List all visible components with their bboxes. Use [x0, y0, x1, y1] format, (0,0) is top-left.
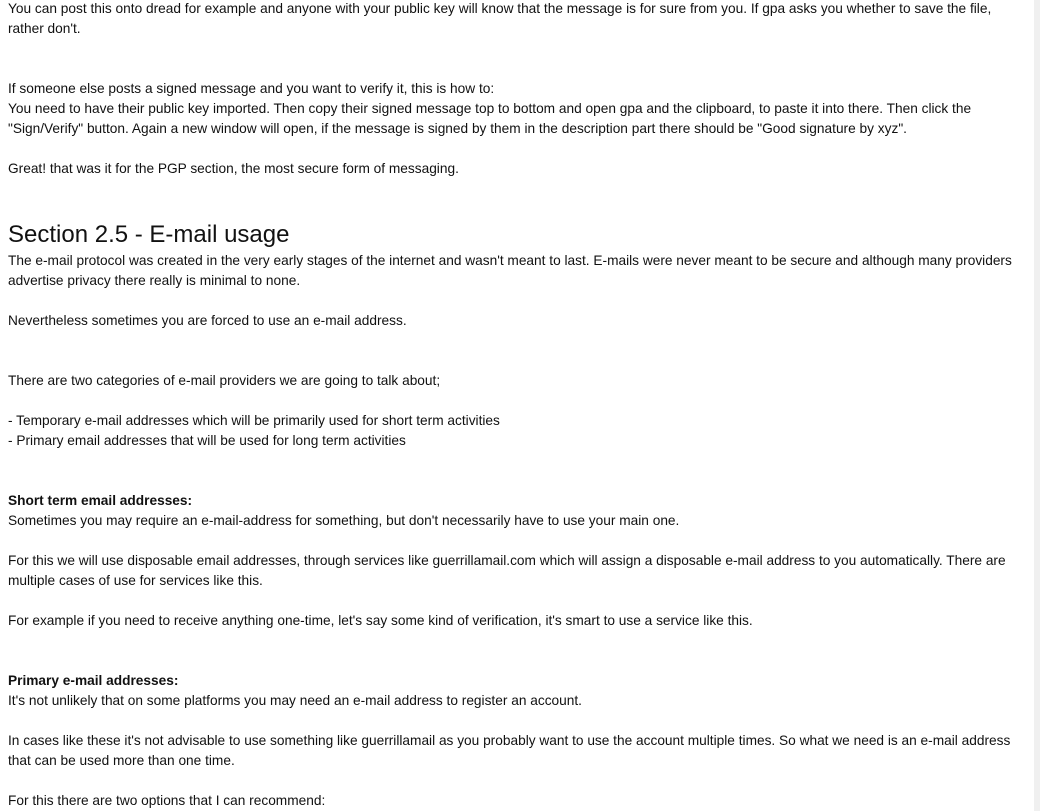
subheading-short-term: Short term email addresses:: [8, 493, 193, 508]
spacer: [8, 451, 1030, 491]
paragraph-short-term-need: Sometimes you may require an e-mail-address for something, but don't necessarily have to use your main one.: [8, 513, 680, 528]
paragraph-post-signed: You can post this onto dread for example and anyone with your public key will know that the message is for sure from you. If gpa asks you whether to save the file, rather don't.: [8, 1, 992, 36]
spacer: [8, 139, 1030, 159]
spacer: [8, 291, 1030, 311]
paragraph-register-account: It's not unlikely that on some platforms you may need an e-mail address to register an account.: [8, 693, 582, 708]
paragraph-email-protocol: The e-mail protocol was created in the very early stages of the internet and wasn't meant to last. E-mails were never meant to be secure and although many providers advertise privacy there really is minimal to none.: [8, 253, 1012, 288]
scrollbar-track[interactable]: [1034, 0, 1040, 811]
paragraph-two-categories: There are two categories of e-mail providers we are going to talk about;: [8, 373, 441, 388]
spacer: [8, 591, 1030, 611]
spacer: [8, 771, 1030, 791]
document-body: [8, 0, 1030, 811]
spacer: [8, 631, 1030, 671]
spacer: [8, 39, 1030, 79]
paragraph-one-time: For example if you need to receive anything one-time, let's say some kind of verification, it's smart to use a service like this.: [8, 613, 753, 628]
paragraph-disposable: For this we will use disposable email addresses, through services like guerrillamail.com which will assign a disposable e-mail address to you automatically. There are multiple cases of use for services like this.: [8, 553, 1006, 588]
spacer: [8, 331, 1030, 371]
list-item-temporary: - Temporary e-mail addresses which will be primarily used for short term activities: [8, 413, 500, 428]
paragraph-forced-email: Nevertheless sometimes you are forced to use an e-mail address.: [8, 313, 407, 328]
paragraph-not-advisable: In cases like these it's not advisable to use something like guerrillamail as you probably want to use the account multiple times. So what we need is an e-mail address that can be used more than one time.: [8, 733, 1011, 768]
spacer: [8, 711, 1030, 731]
paragraph-pgp-done: Great! that was it for the PGP section, the most secure form of messaging.: [8, 161, 459, 176]
paragraph-verify-steps: You need to have their public key imported. Then copy their signed message top to bottom and open gpa and the clipboard, to paste it into there. Then click the "Sign/Verify" button. Again a new window will open, if the message is signed by them in the description part there should be "Good signature by xyz".: [8, 101, 972, 136]
section-heading-email-usage: Section 2.5 - E-mail usage: [8, 221, 290, 248]
spacer: [8, 179, 1030, 199]
spacer: [8, 391, 1030, 411]
list-item-primary: - Primary email addresses that will be used for long term activities: [8, 433, 406, 448]
paragraph-verify-intro: If someone else posts a signed message and you want to verify it, this is how to:: [8, 81, 495, 96]
spacer: [8, 531, 1030, 551]
spacer: [8, 199, 1030, 219]
subheading-primary: Primary e-mail addresses:: [8, 673, 179, 688]
paragraph-two-options: For this there are two options that I can recommend:: [8, 793, 326, 808]
